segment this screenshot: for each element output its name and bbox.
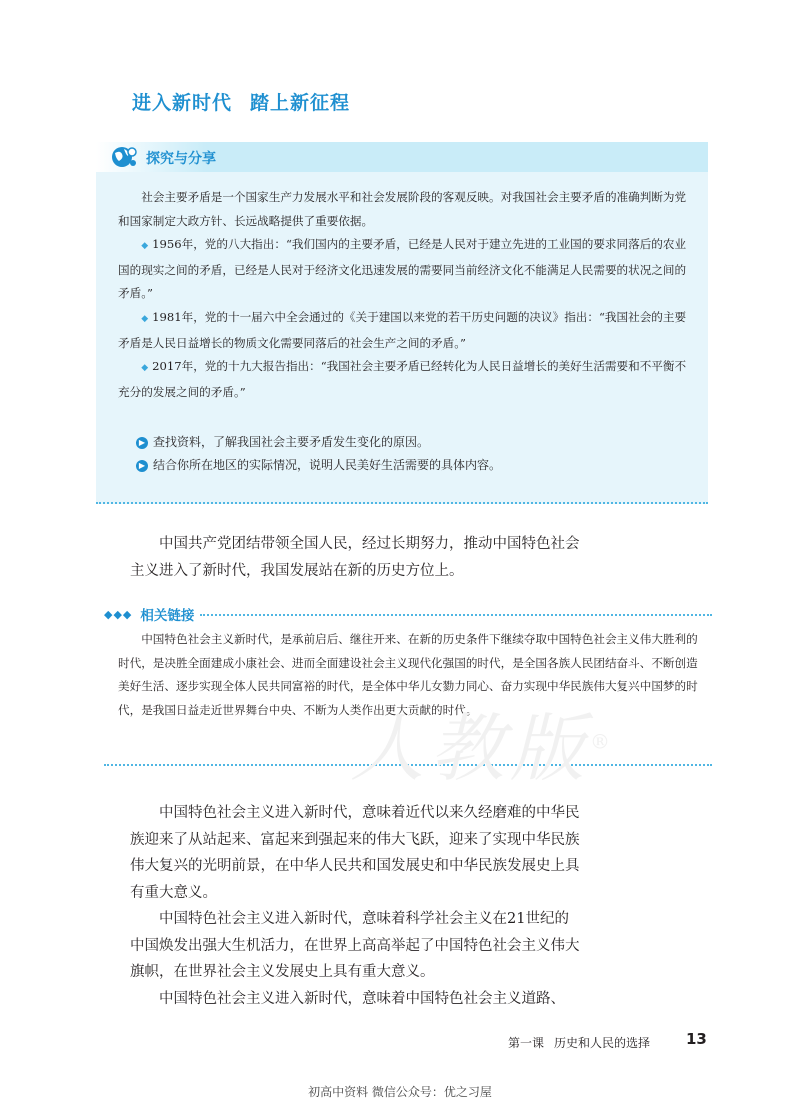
body-paragraph: 中国特色社会主义进入新时代，意味着科学社会主义在21世纪的中国焕发出强大生机活力，在世界上高高举起了中国特色社会主义伟大旗帜，在世界社会主义发展史上具有重大意义。 xyxy=(130,911,580,980)
bullet-icon: ◆ xyxy=(141,241,149,252)
inquiry-header xyxy=(96,142,708,172)
inquiry-intro: 社会主要矛盾是一个国家生产力发展水平和社会发展阶段的客观反映。对我国社会主要矛盾的准确判断为党和国家制定大政方针、长远战略提供了重要依据。 xyxy=(118,190,687,228)
inquiry-item: ◆ 2017年，党的十九大报告指出：“我国社会主要矛盾已经转化为人民日益增长的美好生活需要和不平衡不充分的发展之间的矛盾。” xyxy=(118,359,687,399)
related-link-label: 相关链接 xyxy=(140,608,195,624)
task-item: ▶ 查找资料，了解我国社会主要矛盾发生变化的原因。 xyxy=(136,431,696,454)
body-paragraph: 中国特色社会主义进入新时代，意味着近代以来久经磨难的中华民族迎来了从站起来、富起来到强起来的伟大飞跃，迎来了实现中华民族伟大复兴的光明前景，在中华人民共和国发展史和中华民族发展史上具有重大意义。 xyxy=(130,805,580,901)
section-title-part-1: 进入新时代 xyxy=(132,92,233,114)
section-title xyxy=(132,88,350,115)
footer-lesson xyxy=(508,1034,650,1051)
arrow-icon: ▶ xyxy=(136,437,148,449)
lesson-title: 历史和人民的选择 xyxy=(554,1036,651,1050)
inquiry-item: ◆ 1956年，党的八大指出：“我们国内的主要矛盾，已经是人民对于建立先进的工业国的要求同落后的农业国的现实之间的矛盾，已经是人民对于经济文化迅速发展的需要同当前经济文化不能满足人民需要的状况之间的矛盾。” xyxy=(118,237,687,301)
dotted-divider xyxy=(200,614,712,616)
bottom-note: 初高中资料 微信公众号：优之习屋 xyxy=(308,1085,492,1099)
intro-paragraph: 中国共产党团结带领全国人民，经过长期努力，推动中国特色社会主义进入了新时代，我国发展站在新的历史方位上。 xyxy=(130,536,580,579)
related-link-header xyxy=(104,604,712,624)
arrow-icon: ▶ xyxy=(136,460,148,472)
body-paragraph: 中国特色社会主义进入新时代，意味着中国特色社会主义道路、 xyxy=(159,990,565,1007)
inquiry-tasks xyxy=(136,431,696,477)
inquiry-label: 探究与分享 xyxy=(146,151,216,167)
inquiry-body xyxy=(118,186,688,404)
inquiry-box xyxy=(96,142,708,504)
diamonds-icon: ◆◆◆ xyxy=(104,607,133,621)
globe-icon xyxy=(110,144,138,170)
bullet-icon: ◆ xyxy=(141,363,149,374)
bullet-icon: ◆ xyxy=(141,313,149,324)
publisher-watermark: 人教版® xyxy=(350,706,616,792)
section-title-part-2: 踏上新征程 xyxy=(250,92,351,114)
task-item: ▶ 结合你所在地区的实际情况，说明人民美好生活需要的具体内容。 xyxy=(136,454,696,477)
related-link-body: 中国特色社会主义新时代，是承前启后、继往开来、在新的历史条件下继续夺取中国特色社会主义伟大胜利的时代，是决胜全面建成小康社会、进而全面建设社会主义现代化强国的时代，是全国各族人民团结奋斗、不断创造美好生活、逐步实现全体人民共同富裕的时代，是全体中华儿女勠力同心、奋力实现中华民族伟大复兴中国梦的时代，是我国日益走近世界舞台中央、不断为人类作出更大贡献的时代。 xyxy=(118,632,698,717)
inquiry-item: ◆ 1981年，党的十一届六中全会通过的《关于建国以来党的若干历史问题的决议》指出：“我国社会的主要矛盾是人民日益增长的物质文化需要同落后的社会生产之间的矛盾。” xyxy=(118,309,687,350)
page-number: 13 xyxy=(686,1030,707,1048)
lesson-number: 第一课 xyxy=(508,1036,545,1050)
body-text xyxy=(130,800,580,1012)
